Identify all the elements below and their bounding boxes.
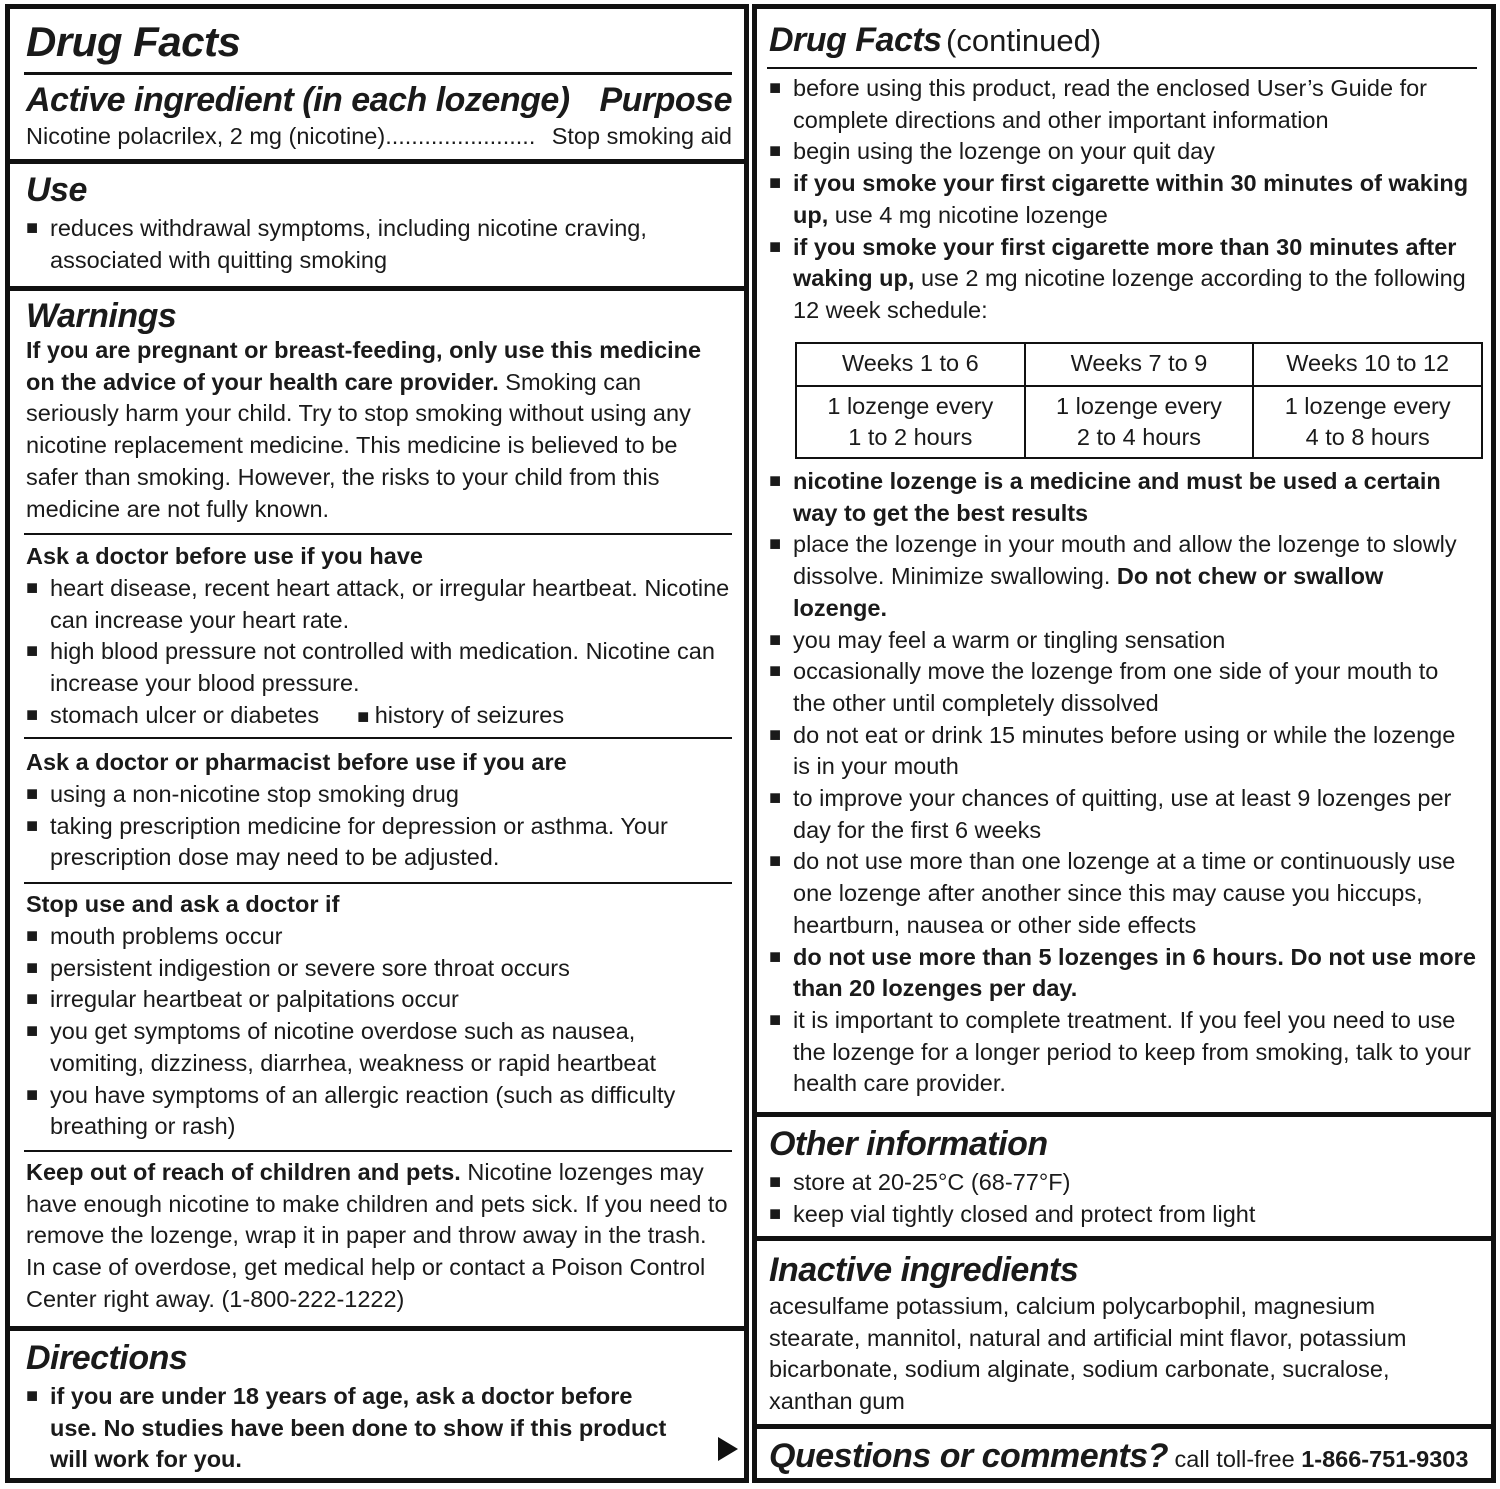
list-item: ■ reduces withdrawal symptoms, including nicotine craving, associated with quitting smoking bbox=[26, 213, 732, 276]
list-item: ■ mouth problems occur bbox=[26, 921, 732, 953]
divider bbox=[24, 1150, 732, 1152]
list-item: ■ taking prescription medicine for depression or asthma. Your prescription dose may need to be adjusted. bbox=[26, 811, 732, 874]
table-header-row bbox=[796, 343, 1482, 386]
ask-pharmacist-list bbox=[26, 779, 732, 874]
list-item: ■ you have symptoms of an allergic reaction (such as difficulty breathing or rash) bbox=[26, 1080, 732, 1143]
stop-use-heading: Stop use and ask a doctor if bbox=[26, 891, 340, 917]
stop-use-list bbox=[26, 921, 732, 1143]
table-cell: 1 lozenge every 2 to 4 hours bbox=[1025, 386, 1254, 458]
divider bbox=[757, 1424, 1491, 1429]
page-title: Drug Facts bbox=[26, 18, 241, 65]
table-cell: 1 lozenge every 4 to 8 hours bbox=[1253, 386, 1482, 458]
ask-pharmacist-heading: Ask a doctor or pharmacist before use if you are bbox=[26, 749, 567, 775]
pregnancy-warning bbox=[26, 335, 732, 525]
list-item: ■ if you smoke your first cigarette within 30 minutes of waking up, use 4 mg nicotine lozenge bbox=[769, 168, 1477, 231]
list-item bbox=[26, 700, 732, 734]
inline-item: stomach ulcer or diabetes bbox=[50, 701, 320, 728]
use-heading-text: Use bbox=[26, 171, 87, 209]
bullet-icon: ■ bbox=[769, 723, 782, 746]
bullet-icon: ■ bbox=[769, 628, 782, 651]
bullet-icon: ■ bbox=[769, 945, 782, 968]
list-item: ■ begin using the lozenge on your quit day bbox=[769, 136, 1477, 168]
pregnancy-warning-text: Smoking can seriously harm your child. Try to stop smoking without using any nicotine replacement medicine. This medicine is believed to be safer than smoking. However, the risks to your child from this medicine are not fully known. bbox=[26, 368, 691, 522]
questions-text: call toll-free bbox=[1167, 1446, 1302, 1472]
divider bbox=[10, 159, 744, 164]
bullet-icon: ■ bbox=[26, 925, 39, 947]
list-item: ■ occasionally move the lozenge from one side of your mouth to the other until completely dissolved bbox=[769, 656, 1477, 719]
bullet-icon: ■ bbox=[769, 172, 782, 195]
bullet-icon: ■ bbox=[769, 1202, 782, 1225]
directions-continued-top bbox=[769, 73, 1477, 327]
dot-leader: ....................... bbox=[385, 123, 536, 149]
divider bbox=[24, 737, 732, 739]
continue-arrow-icon bbox=[718, 1437, 738, 1461]
divider bbox=[757, 1236, 1491, 1241]
table-header-cell: Weeks 7 to 9 bbox=[1025, 343, 1254, 386]
list-item: ■ place the lozenge in your mouth and allow the lozenge to slowly dissolve. Minimize swallowing. Do not chew or swallow lozenge. bbox=[769, 529, 1477, 624]
other-information-list bbox=[769, 1167, 1477, 1230]
list-item: ■ you may feel a warm or tingling sensation bbox=[769, 625, 1477, 657]
list-item: ■ using a non-nicotine stop smoking drug bbox=[26, 779, 732, 811]
list-item: ■ store at 20-25°C (68-77°F) bbox=[769, 1167, 1477, 1199]
bullet-icon: ■ bbox=[26, 988, 39, 1011]
list-item: ■ nicotine lozenge is a medicine and must be used a certain way to get the best results bbox=[769, 466, 1477, 529]
bullet-icon: ■ bbox=[769, 660, 782, 683]
list-item: ■ irregular heartbeat or palpitations occur bbox=[26, 984, 732, 1016]
inline-item: history of seizures bbox=[374, 701, 565, 728]
divider bbox=[757, 1112, 1491, 1117]
phone-number: 1-866-751-9303 bbox=[1301, 1446, 1469, 1472]
table-header-cell: Weeks 1 to 6 bbox=[796, 343, 1025, 386]
divider bbox=[10, 286, 744, 291]
list-item: ■ before using this product, read the enclosed User’s Guide for complete directions and other important information bbox=[769, 73, 1477, 136]
divider bbox=[10, 1326, 744, 1331]
ask-doctor-list bbox=[26, 573, 732, 734]
table-header-cell: Weeks 10 to 12 bbox=[1253, 343, 1482, 386]
list-item: ■ keep vial tightly closed and protect from light bbox=[769, 1199, 1477, 1231]
bullet-icon: ■ bbox=[26, 1083, 39, 1106]
list-item: ■ if you are under 18 years of age, ask a doctor before use. No studies have been done to show if this product will work for you. bbox=[26, 1381, 684, 1476]
left-column bbox=[5, 4, 749, 1483]
divider bbox=[24, 533, 732, 535]
list-item: ■ it is important to complete treatment. If you feel you need to use the lozenge for a longer period to keep from smoking, talk to your health care provider. bbox=[769, 1005, 1477, 1100]
purpose-text: Stop smoking aid bbox=[551, 123, 732, 149]
right-column bbox=[752, 4, 1496, 1483]
bullet-icon: ■ bbox=[769, 850, 782, 873]
bullet-icon: ■ bbox=[26, 783, 39, 805]
bullet-icon: ■ bbox=[26, 956, 39, 979]
list-item: ■ do not use more than 5 lozenges in 6 hours. Do not use more than 20 lozenges per day. bbox=[769, 942, 1477, 1005]
keep-out-bold: Keep out of reach of children and pets. bbox=[26, 1159, 461, 1185]
bullet-icon: ■ bbox=[769, 1171, 782, 1193]
bullet-icon: ■ bbox=[26, 577, 39, 599]
bullet-icon: ■ bbox=[769, 787, 782, 810]
active-ingredient-row bbox=[26, 121, 732, 153]
ask-doctor-heading: Ask a doctor before use if you have bbox=[26, 543, 423, 569]
dosing-schedule-table bbox=[795, 342, 1483, 459]
bullet-icon: ■ bbox=[26, 703, 39, 726]
keep-out-rest: Nicotine lozenges may have enough nicotine to make children and pets sick. If you need to remove the lozenge, wrap it in paper and throw away in the trash. In case of overdose, get medical help or contact a Poison Control Center right away. (1-800-222-1222) bbox=[26, 1159, 728, 1312]
divider bbox=[767, 67, 1477, 69]
pregnancy-warning-bold: If you are pregnant or breast-feeding, only use this medicine on the advice of your health care provider. bbox=[26, 337, 702, 395]
list-item: ■ persistent indigestion or severe sore throat occurs bbox=[26, 953, 732, 985]
keep-out-of-reach-text bbox=[26, 1157, 732, 1316]
inactive-ingredients-heading: Inactive ingredients bbox=[769, 1251, 1079, 1289]
questions-heading: Questions or comments? bbox=[769, 1437, 1168, 1475]
title-divider bbox=[24, 72, 732, 75]
bullet-icon: ■ bbox=[26, 1385, 39, 1407]
directions-heading: Directions bbox=[26, 1339, 188, 1377]
inactive-ingredients-text: acesulfame potassium, calcium polycarbophil, magnesium stearate, mannitol, natural and artificial mint flavor, potassium bicarbonate, sodium alginate, sodium carbonate, sucralose, xanthan gum bbox=[769, 1293, 1407, 1415]
bullet-icon: ■ bbox=[26, 814, 39, 837]
purpose-heading: Purpose bbox=[599, 81, 732, 119]
bullet-icon: ■ bbox=[26, 640, 39, 663]
bullet-icon: ■ bbox=[769, 1008, 782, 1031]
list-item: ■ if you smoke your first cigarette more than 30 minutes after waking up, use 2 mg nicotine lozenge according to the following 12 week schedule: bbox=[769, 232, 1477, 327]
divider bbox=[24, 882, 732, 884]
list-item: ■ heart disease, recent heart attack, or irregular heartbeat. Nicotine can increase your heart rate. bbox=[26, 573, 732, 636]
bullet-icon: ■ bbox=[769, 533, 782, 556]
list-item: ■ you get symptoms of nicotine overdose such as nausea, vomiting, dizziness, diarrhea, weakness or rapid heartbeat bbox=[26, 1016, 732, 1079]
bullet-icon: ■ bbox=[769, 77, 782, 99]
list-item: ■ to improve your chances of quitting, use at least 9 lozenges per day for the first 6 weeks bbox=[769, 783, 1477, 846]
warnings-heading: Warnings bbox=[26, 297, 177, 335]
table-row bbox=[796, 386, 1482, 458]
bullet-icon: ■ bbox=[26, 1020, 39, 1043]
ingredient-text: Nicotine polacrilex, 2 mg (nicotine) bbox=[26, 123, 386, 149]
directions-continued-bottom bbox=[769, 466, 1477, 1100]
bullet-icon: ■ bbox=[357, 705, 375, 728]
use-list bbox=[26, 213, 732, 276]
continued-suffix: (continued) bbox=[946, 23, 1102, 58]
table-cell: 1 lozenge every 1 to 2 hours bbox=[796, 386, 1025, 458]
list-item: ■ high blood pressure not controlled with medication. Nicotine can increase your blood pressure. bbox=[26, 636, 732, 699]
bullet-icon: ■ bbox=[26, 217, 39, 239]
bullet-icon: ■ bbox=[769, 235, 782, 258]
list-item: ■ do not use more than one lozenge at a time or continuously use one lozenge after another since this may cause you hiccups, heartburn, nausea or other side effects bbox=[769, 846, 1477, 941]
bullet-icon: ■ bbox=[769, 140, 782, 163]
bullet-icon: ■ bbox=[769, 470, 782, 492]
list-item: ■ do not eat or drink 15 minutes before using or while the lozenge is in your mouth bbox=[769, 720, 1477, 783]
directions-list bbox=[26, 1381, 684, 1476]
other-information-heading: Other information bbox=[769, 1125, 1048, 1163]
continued-title: Drug Facts bbox=[769, 21, 942, 59]
active-ingredient-heading: Active ingredient (in each lozenge) bbox=[26, 81, 570, 119]
